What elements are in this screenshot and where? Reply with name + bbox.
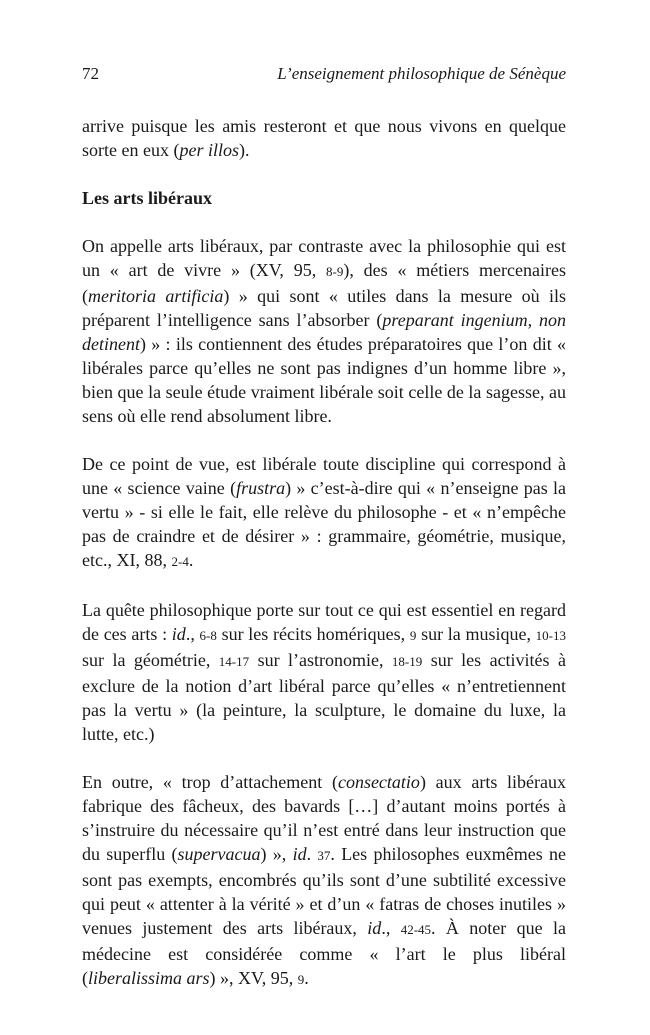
paragraph-philosophical-quest: La quête philosophique porte sur tout ce qui est essentiel en regard de ces arts : id., 6-8 sur les récits homériques, 9 sur la musique, 10-13 sur la géométrie, 14-17 sur l’astronomie, 18-19 sur les activités à exclure de la notion d’art libéral parce qu’elles « n’entretiennent pas la vertu » (la peinture, la sculpture, le domaine du luxe, la lutte, etc.) — [82, 600, 567, 744]
page-number: 72 — [82, 64, 99, 83]
paragraph-excessive-attachment: En outre, « trop d’attachement (consectatio) aux arts libéraux fabrique des fâcheux, des bavards […] d’autant moins portés à s’instruire du nécessaire qu’il n’est entré dans leur instruction que du superflu (supervacua) », id. 37. Les philosophes euxmêmes ne sont pas exempts, encombrés qu’ils sont d’une subtilité excessive qui peut « attenter à la vérité » et d’un « fatras de choses inutiles » venues justement des arts libéraux, id., 42-45. À noter que la médecine est considérée comme « l’art le plus libéral (liberalissima ars) », XV, 95, 9. — [82, 772, 566, 988]
paragraph-liberal-arts-definition: On appelle arts libéraux, par contraste avec la philosophie qui est un « art de vivre » (XV, 95, 8-9), des « métiers mercenaires (meritoria artificia) » qui sont « utiles dans la mesure où ils préparent l’intelligence sans l’absorber (preparant ingenium, non detinent) » : ils contiennent des études préparatoires que l’on dit « libérales parce qu’elles ne sont pas indignes d’un homme libre », bien que la seule étude vraiment libérale soit celle de la sagesse, au sens où elle rend absolument libre. — [82, 236, 567, 426]
paragraph-vain-science: De ce point de vue, est libérale toute discipline qui correspond à une « science vaine (frustra) » c’est-à-dire qui « n’enseigne pas la vertu » - si elle le fait, elle relève du philosophe - et « n’empêche pas de craindre et de désirer » : grammaire, géométrie, musique, etc., XI, 88, 2-4. — [82, 454, 566, 570]
section-heading: Les arts libéraux — [82, 188, 212, 208]
paragraph-continuation: arrive puisque les amis resteront et que nous vivons en quelque sorte en eux (per illos). — [82, 116, 566, 160]
book-page — [82, 62, 566, 992]
running-title: L’enseignement philosophique de Sénèque — [277, 64, 566, 83]
running-head — [82, 62, 566, 86]
